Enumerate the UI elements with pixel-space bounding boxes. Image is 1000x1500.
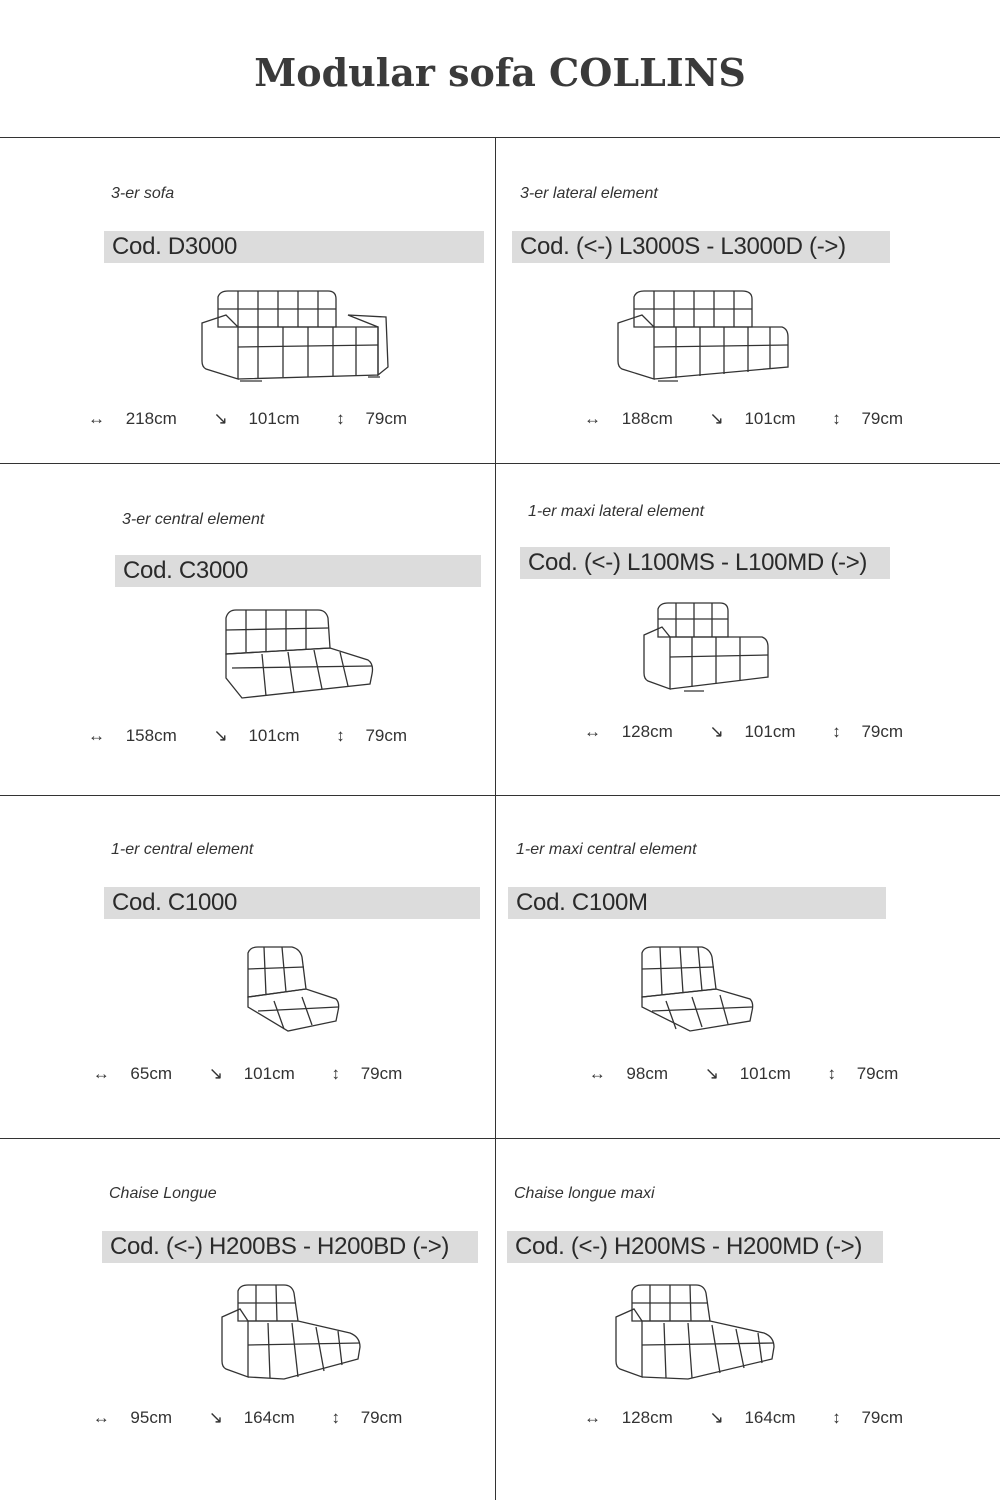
depth-value: 101cm xyxy=(739,1064,791,1083)
width-icon: ↔ xyxy=(583,722,601,741)
product-cell xyxy=(496,795,991,1138)
dimensions xyxy=(496,1064,991,1084)
width-icon: ↔ xyxy=(87,726,105,745)
three-seat-central-icon xyxy=(222,608,377,700)
dimensions xyxy=(0,1064,495,1084)
product-type: Chaise longue maxi xyxy=(514,1185,655,1202)
product-code: Cod. C3000 xyxy=(115,555,481,587)
depth-icon: ↘ xyxy=(213,409,228,428)
product-cell xyxy=(496,463,991,795)
width-value: 158cm xyxy=(125,726,177,745)
product-cell xyxy=(0,795,495,1138)
height-icon: ↕ xyxy=(331,1408,340,1427)
dimensions xyxy=(496,409,991,429)
width-value: 188cm xyxy=(621,409,673,428)
height-value: 79cm xyxy=(861,409,904,428)
product-type: 1-er maxi central element xyxy=(516,841,697,858)
height-icon: ↕ xyxy=(336,409,345,428)
product-cell xyxy=(0,463,495,795)
depth-icon: ↘ xyxy=(213,726,228,745)
height-value: 79cm xyxy=(856,1064,899,1083)
depth-value: 101cm xyxy=(744,409,796,428)
width-value: 95cm xyxy=(130,1408,172,1427)
height-value: 79cm xyxy=(365,409,408,428)
product-code: Cod. (<-) H200BS - H200BD (->) xyxy=(102,1231,478,1263)
three-seat-sofa-icon xyxy=(198,287,393,383)
depth-icon: ↘ xyxy=(208,1064,223,1083)
one-seat-maxi-lateral-icon xyxy=(640,601,775,693)
product-code: Cod. (<-) L3000S - L3000D (->) xyxy=(512,231,890,263)
product-code: Cod. (<-) L100MS - L100MD (->) xyxy=(520,547,890,579)
depth-value: 101cm xyxy=(248,409,300,428)
depth-value: 101cm xyxy=(744,722,796,741)
height-icon: ↕ xyxy=(832,409,841,428)
width-value: 128cm xyxy=(621,1408,673,1427)
product-type: 3-er sofa xyxy=(111,185,175,202)
dimensions xyxy=(496,1408,991,1428)
width-icon: ↔ xyxy=(583,1408,601,1427)
dimensions xyxy=(0,726,495,746)
depth-icon: ↘ xyxy=(709,722,724,741)
dimensions xyxy=(496,722,991,742)
width-icon: ↔ xyxy=(92,1408,110,1427)
width-icon: ↔ xyxy=(583,409,601,428)
height-icon: ↕ xyxy=(331,1064,340,1083)
height-icon: ↕ xyxy=(832,1408,841,1427)
depth-value: 101cm xyxy=(248,726,300,745)
width-value: 218cm xyxy=(125,409,177,428)
product-type: 3-er lateral element xyxy=(520,185,658,202)
height-value: 79cm xyxy=(861,1408,904,1427)
depth-icon: ↘ xyxy=(709,409,724,428)
height-value: 79cm xyxy=(360,1408,403,1427)
product-type: 3-er central element xyxy=(122,511,265,528)
product-cell xyxy=(0,1138,495,1500)
width-value: 98cm xyxy=(626,1064,668,1083)
height-value: 79cm xyxy=(365,726,408,745)
depth-value: 101cm xyxy=(243,1064,295,1083)
product-code: Cod. (<-) H200MS - H200MD (->) xyxy=(507,1231,883,1263)
one-seat-maxi-central-icon xyxy=(638,945,760,1035)
three-seat-lateral-icon xyxy=(614,287,794,383)
height-value: 79cm xyxy=(360,1064,403,1083)
height-icon: ↕ xyxy=(336,726,345,745)
product-cell xyxy=(0,137,495,463)
depth-value: 164cm xyxy=(243,1408,295,1427)
depth-icon: ↘ xyxy=(704,1064,719,1083)
product-code: Cod. C1000 xyxy=(104,887,480,919)
dimensions xyxy=(0,1408,495,1428)
width-icon: ↔ xyxy=(87,409,105,428)
chaise-longue-maxi-icon xyxy=(612,1283,780,1383)
height-icon: ↕ xyxy=(827,1064,836,1083)
product-type: Chaise Longue xyxy=(109,1185,217,1202)
depth-icon: ↘ xyxy=(709,1408,724,1427)
dimensions xyxy=(0,409,495,429)
width-value: 65cm xyxy=(130,1064,172,1083)
one-seat-central-icon xyxy=(244,945,344,1035)
product-code: Cod. C100M xyxy=(508,887,886,919)
width-icon: ↔ xyxy=(588,1064,606,1083)
depth-icon: ↘ xyxy=(208,1408,223,1427)
depth-value: 164cm xyxy=(744,1408,796,1427)
chaise-longue-icon xyxy=(218,1283,366,1383)
width-value: 128cm xyxy=(621,722,673,741)
product-cell xyxy=(496,1138,991,1500)
product-cell xyxy=(496,137,991,463)
width-icon: ↔ xyxy=(92,1064,110,1083)
product-type: 1-er maxi lateral element xyxy=(528,503,705,520)
height-icon: ↕ xyxy=(832,722,841,741)
page-title: Modular sofa COLLINS xyxy=(254,50,746,95)
product-type: 1-er central element xyxy=(111,841,254,858)
height-value: 79cm xyxy=(861,722,904,741)
product-code: Cod. D3000 xyxy=(104,231,484,263)
